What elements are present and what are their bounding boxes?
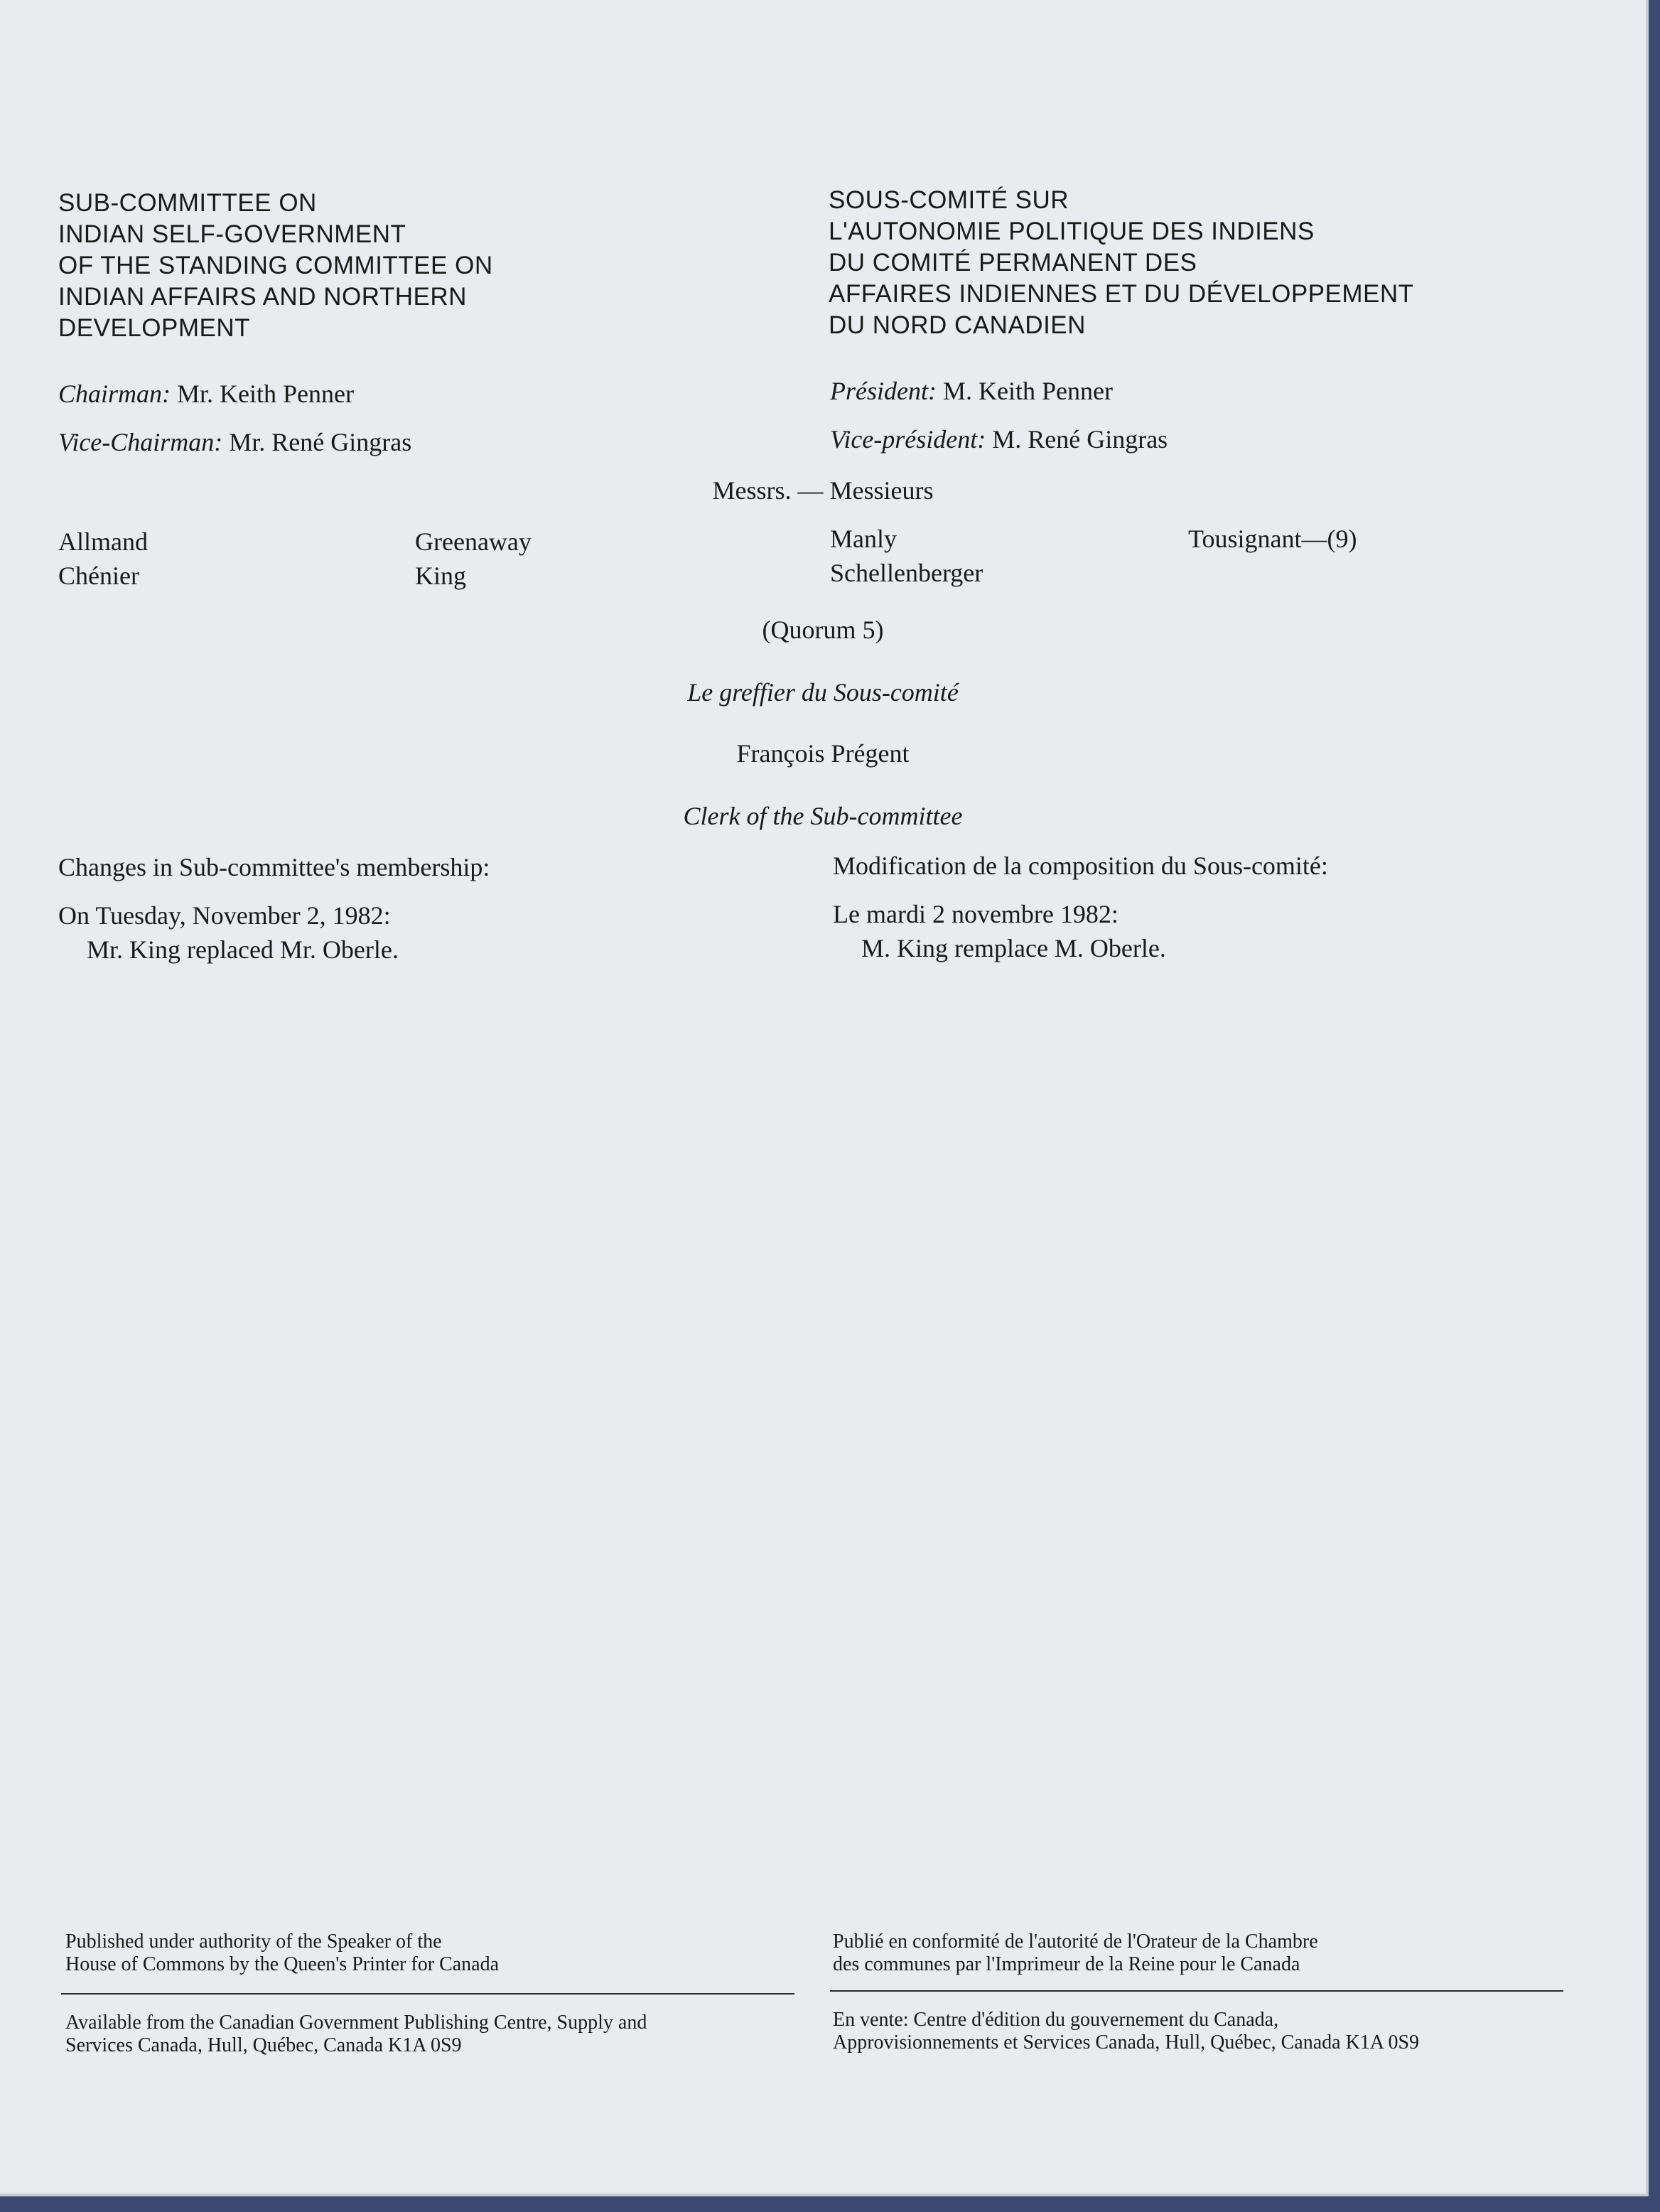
- committee-title-en-line: DEVELOPMENT: [58, 314, 250, 342]
- availability-notice-en-line: Services Canada, Hull, Québec, Canada K1A 0S9: [65, 2034, 462, 2056]
- membership-changes-fr-detail: M. King remplace M. Oberle.: [861, 934, 1166, 962]
- published-notice-en-line: House of Commons by the Queen's Printer for Canada: [65, 1953, 500, 1975]
- committee-title-en-line: INDIAN AFFAIRS AND NORTHERN: [58, 283, 467, 311]
- committee-title-fr-line: SOUS-COMITÉ SUR: [829, 186, 1069, 214]
- vice-chairman-en-name: Mr. René Gingras: [229, 428, 412, 456]
- availability-notice-fr-line: Approvisionnements et Services Canada, Hull, Québec, Canada K1A 0S9: [833, 2031, 1420, 2053]
- availability-notice-fr-line: En vente: Centre d'édition du gouvernement du Canada,: [833, 2009, 1279, 2031]
- vice-chairman-en-label: Vice-Chairman:: [58, 428, 223, 456]
- committee-title-fr-line: L'AUTONOMIE POLITIQUE DES INDIENS: [829, 218, 1315, 245]
- published-notice-fr-line: Publié en conformité de l'autorité de l'Orateur de la Chambre: [833, 1931, 1318, 1953]
- membership-changes-en: [58, 850, 490, 967]
- availability-notice-en-line: Available from the Canadian Government Publishing Centre, Supply and: [65, 2012, 647, 2034]
- member-name: Allmand: [58, 527, 148, 556]
- clerk-name: François Prégent: [736, 739, 910, 768]
- committee-title-en-line: OF THE STANDING COMMITTEE ON: [58, 252, 493, 279]
- published-notice-en-line: Published under authority of the Speaker of the: [65, 1931, 442, 1953]
- footer-rule-fr: [830, 1990, 1563, 1992]
- chairman-fr-name: M. Keith Penner: [942, 377, 1113, 405]
- membership-changes-fr-heading: Modification de la composition du Sous-comité:: [833, 852, 1328, 880]
- quorum: (Quorum 5): [762, 616, 884, 644]
- committee-title-en-line: INDIAN SELF-GOVERNMENT: [58, 220, 406, 248]
- vice-chairman-en: [58, 425, 411, 459]
- membership-changes-en-heading: Changes in Sub-committee's membership:: [58, 853, 490, 881]
- vice-chairman-fr: [830, 422, 1168, 456]
- membership-changes-fr: [833, 849, 1328, 965]
- membership-changes-en-detail: Mr. King replaced Mr. Oberle.: [87, 935, 399, 964]
- committee-title-en-line: SUB-COMMITTEE ON: [58, 189, 317, 217]
- footer-rule-en: [61, 1993, 794, 1994]
- member-name: King: [415, 562, 466, 590]
- members-column-1: [58, 525, 148, 593]
- members-column-2: [415, 525, 532, 593]
- availability-notice-fr: [833, 2009, 1419, 2054]
- members-column-3: [830, 522, 983, 590]
- members-heading: Messrs. — Messieurs: [712, 476, 934, 505]
- vice-chairman-fr-name: M. René Gingras: [992, 425, 1168, 453]
- published-notice-en: [65, 1931, 499, 1976]
- member-name: Manly: [830, 525, 897, 553]
- chairman-en-name: Mr. Keith Penner: [177, 380, 354, 408]
- committee-title-fr: [829, 185, 1414, 341]
- vice-chairman-fr-label: Vice-président:: [830, 425, 986, 453]
- chairman-fr: [830, 374, 1113, 408]
- member-name: Chénier: [58, 562, 139, 590]
- committee-title-fr-line: AFFAIRES INDIENNES ET DU DÉVELOPPEMENT: [829, 280, 1414, 308]
- membership-changes-en-date: On Tuesday, November 2, 1982:: [58, 901, 391, 930]
- chairman-en: [58, 377, 354, 411]
- committee-title-fr-line: DU NORD CANADIEN: [829, 311, 1086, 339]
- published-notice-fr: [833, 1931, 1318, 1976]
- member-name: Tousignant—(9): [1188, 525, 1357, 553]
- membership-changes-fr-date: Le mardi 2 novembre 1982:: [833, 900, 1119, 928]
- committee-title-fr-line: DU COMITÉ PERMANENT DES: [829, 249, 1197, 276]
- clerk-title-fr: Le greffier du Sous-comité: [687, 678, 959, 707]
- published-notice-fr-line: des communes par l'Imprimeur de la Reine pour le Canada: [833, 1953, 1300, 1975]
- committee-title-en: [58, 188, 493, 344]
- members-column-4: [1188, 522, 1357, 556]
- member-name: Greenaway: [415, 527, 532, 556]
- clerk-title-en: Clerk of the Sub-committee: [683, 802, 963, 830]
- chairman-en-label: Chairman:: [58, 380, 171, 408]
- availability-notice-en: [65, 2012, 647, 2057]
- member-name: Schellenberger: [830, 559, 983, 587]
- chairman-fr-label: Président:: [830, 377, 937, 405]
